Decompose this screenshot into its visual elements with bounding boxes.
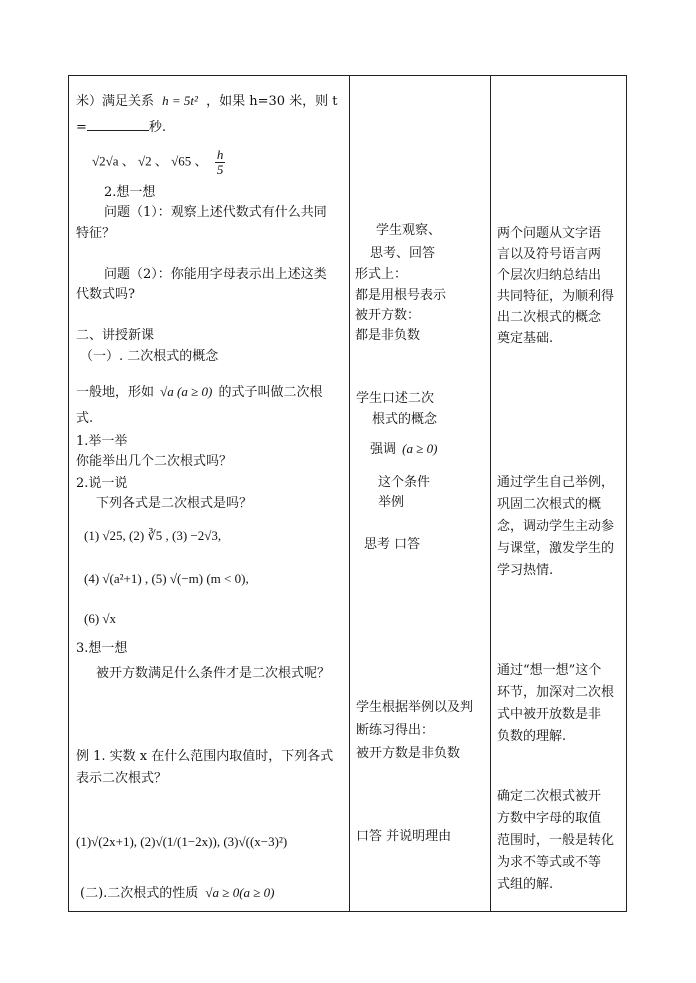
- intro-condition: ，如果 h=30 米，则 t: [206, 94, 338, 109]
- question-2-line-a: 问题（2）：你能用字母表示出上述这类: [104, 267, 327, 282]
- give-examples-question: 你能举出几个二次根式吗？: [76, 454, 233, 469]
- think-again-question: 被开方数满足什么条件才是二次根式呢？: [96, 666, 331, 681]
- student-recite-b: 根式的概念: [372, 412, 438, 427]
- note-2-line: 念，调动学生主动参: [497, 519, 615, 534]
- conclude-line-b: 断练习得出：: [356, 723, 435, 738]
- student-recite-a: 学生口述二次: [356, 391, 435, 406]
- column-divider-1: [349, 76, 350, 911]
- section-think-again: 3.想一想: [76, 641, 128, 656]
- fraction-denominator: 5: [216, 162, 224, 177]
- radicand-label: 被开方数：: [355, 308, 421, 323]
- example-1-line-b: 表示二次根式？: [76, 771, 168, 786]
- intro-text: 米）满足关系: [76, 94, 155, 109]
- expression-items: √2√a 、 √2 、 √65 、: [92, 153, 208, 169]
- note-4-line: 方数中字母的取值: [497, 811, 602, 826]
- note-1-line: 出二次根式的概念: [497, 310, 602, 325]
- radicand-answer: 都是非负数: [355, 328, 421, 343]
- section-give-examples: 1.举一举: [76, 434, 128, 449]
- emphasis-label: 强调: [370, 442, 397, 457]
- note-3-line: 式中被开放数是非: [497, 707, 602, 722]
- exercise-row-2: (4) √(a²+1) , (5) √(−m) (m < 0),: [84, 571, 249, 586]
- question-1-line-b: 特征？: [76, 226, 116, 241]
- note-3-line: 负数的理解.: [497, 729, 567, 744]
- exercise-row-3: (6) √x: [84, 611, 117, 626]
- property-formula: √a ≥ 0(a ≥ 0): [205, 885, 275, 900]
- condition-line-b: 举例: [378, 495, 405, 510]
- part-two-title: 二、讲授新课: [76, 328, 155, 343]
- emphasis-formula: (a ≥ 0): [402, 441, 438, 456]
- note-3-line: 通过“想一想”这个: [497, 663, 602, 678]
- example-1-line-a: 例 1. 实数 x 在什么范围内取值时，下列各式: [76, 749, 334, 764]
- column-divider-2: [490, 76, 491, 911]
- answer-unit: 秒.: [148, 120, 167, 135]
- note-2-line: 与课堂，激发学生的: [497, 541, 615, 556]
- form-answer: 都是用根号表示: [355, 288, 447, 303]
- note-1-line: 奠定基础.: [497, 331, 554, 346]
- expression-list: [92, 148, 225, 177]
- fraction-numerator: h: [216, 147, 224, 162]
- concept-heading: （一）. 二次根式的概念: [80, 349, 219, 364]
- note-4-line: 范围时，一般是转化: [497, 833, 615, 848]
- question-2-line-b: 代数式吗?: [76, 287, 135, 302]
- note-1-line: 言以及符号语言两: [497, 247, 602, 262]
- conclude-line-c: 被开方数是非负数: [356, 746, 461, 761]
- property-line: [80, 884, 274, 903]
- equals-sign: =: [76, 120, 87, 135]
- note-3-line: 环节，加深对二次根: [497, 685, 615, 700]
- formula-h: h = 5t²: [162, 93, 198, 108]
- note-4-line: 式组的解.: [497, 877, 554, 892]
- conclude-line-a: 学生根据举例以及判: [356, 700, 474, 715]
- intro-line: [76, 92, 338, 111]
- emphasis-line: [370, 440, 437, 459]
- note-4-line: 为求不等式或不等: [497, 855, 602, 870]
- exercise-row-1: (1) √25, (2) ∛5 , (3) −2√3,: [84, 528, 222, 543]
- oral-answer: 口答 并说明理由: [356, 829, 452, 844]
- definition-formula: √a (a ≥ 0): [160, 384, 213, 399]
- condition-line-a: 这个条件: [378, 475, 431, 490]
- property-heading: (二).二次根式的性质: [80, 886, 199, 901]
- think-answer: 思考 口答: [364, 537, 421, 552]
- expression-fraction: [215, 148, 226, 177]
- definition-line: [76, 383, 323, 402]
- student-observe-b: 思考、回答: [370, 246, 436, 261]
- note-1-line: 个层次归纳总结出: [497, 268, 602, 283]
- note-1-line: 两个问题从文字语: [497, 226, 602, 241]
- form-label: 形式上：: [355, 267, 408, 282]
- example-1-expressions: (1)√(2x+1), (2)√(1/(1−2x)), (3)√((x−3)²): [76, 834, 288, 849]
- note-2-line: 通过学生自己举例，: [497, 475, 615, 490]
- note-2-line: 学习热情.: [497, 563, 554, 578]
- definition-line-b: 式.: [76, 411, 94, 426]
- section-think: 2.想一想: [104, 185, 156, 200]
- note-2-line: 巩固二次根式的概: [497, 497, 602, 512]
- say-question: 下列各式是二次根式是吗？: [96, 496, 253, 511]
- note-4-line: 确定二次根式被开: [497, 789, 602, 804]
- section-say: 2.说一说: [76, 476, 128, 491]
- definition-text-end: 的式子叫做二次根: [218, 385, 323, 400]
- answer-blank: [87, 118, 149, 131]
- note-1-line: 共同特征，为顺利得: [497, 289, 615, 304]
- definition-text: 一般地，形如: [76, 385, 155, 400]
- question-1-line-a: 问题（1）：观察上述代数式有什么共同: [104, 205, 327, 220]
- student-observe-a: 学生观察、: [376, 223, 442, 238]
- answer-line: [76, 118, 166, 137]
